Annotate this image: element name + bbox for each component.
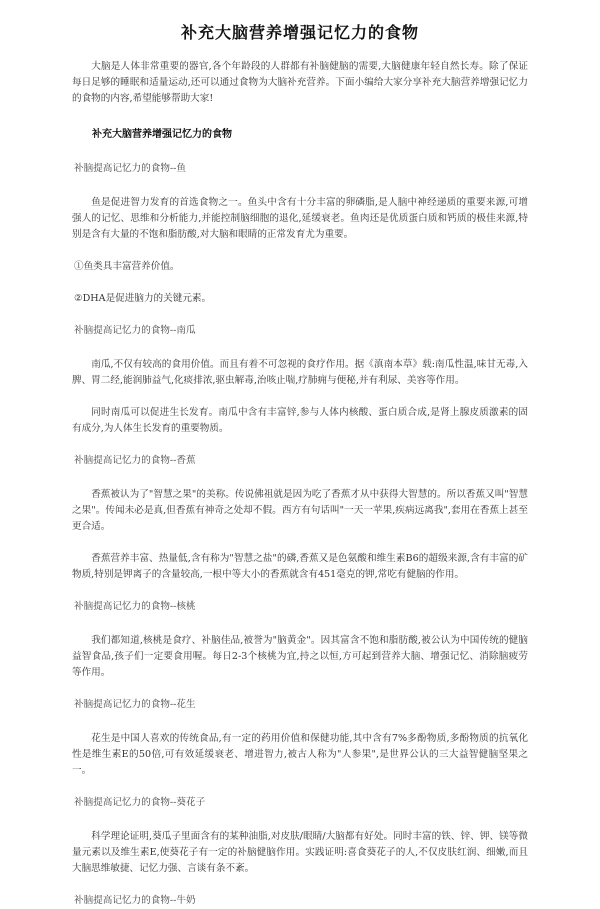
subheading-banana: 补脑提高记忆力的食物--香蕉 (74, 455, 196, 466)
point-fish-2: ②DHA是促进脑力的关键元素。 (74, 293, 212, 304)
subheading-pumpkin: 补脑提高记忆力的食物--南瓜 (74, 325, 196, 336)
paragraph-pumpkin-2: 同时南瓜可以促进生长发育。南瓜中含有丰富锌,参与人体内核酸、蛋白质合成,是肾上腺皮质激素的固有成分,为人体生长发育的重要物质。 (72, 407, 528, 434)
subheading-peanut: 补脑提高记忆力的食物--花生 (74, 699, 196, 710)
paragraph-banana-2: 香蕉营养丰富、热量低,含有称为"智慧之盐"的磷,香蕉又是色氨酸和维生素B6的超级来源,含有丰富的矿物质,特别是钾离子的含量较高,一根中等大小的香蕉就含有451毫克的钾,常吃有健脑的作用。 (72, 553, 528, 580)
paragraph-pumpkin-1: 南瓜,不仅有较高的食用价值。而且有着不可忽视的食疗作用。据《滇南本草》载:南瓜性温,味甘无毒,入脾、胃二经,能润肺益气,化痰排浓,驱虫解毒,治咳止喘,疗肺痈与便秘,并有利尿、美容等作用。 (72, 359, 528, 386)
document-title: 补充大脑营养增强记忆力的食物 (180, 23, 419, 42)
paragraph-sunflower-seed: 科学理论证明,葵瓜子里面含有的某种油脂,对皮肤/眼睛/大脑都有好处。同时丰富的铁、锌、钾、镁等微量元素以及维生素E,使葵花子有一定的补脑健脑作用。实践证明:喜食葵花子的人,不仅皮肤红润、细嫩,而且大脑思维敏捷、记忆力强、言谈有条不紊。 (72, 831, 528, 874)
subheading-fish: 补脑提高记忆力的食物--鱼 (74, 163, 187, 174)
paragraph-fish: 鱼是促进智力发育的首选食物之一。鱼头中含有十分丰富的卵磷脂,是人脑中神经递质的重要来源,可增强人的记忆、思维和分析能力,并能控制脑细胞的退化,延缓衰老。鱼肉还是优质蛋白质和钙质的极佳来源,特别是含有大量的不饱和脂肪酸,对大脑和眼睛的正常发育尤为重要。 (72, 197, 528, 240)
point-fish-1: ①鱼类具丰富营养价值。 (74, 261, 180, 272)
subheading-milk: 补脑提高记忆力的食物--牛奶 (74, 895, 196, 906)
paragraph-walnut: 我们都知道,核桃是食疗、补脑佳品,被誉为"脑黄金"。因其富含不饱和脂肪酸,被公认为中国传统的健脑益智食品,孩子们一定要食用喔。每日2-3个核桃为宜,持之以恒,方可起到营养大脑、增强记忆、消除脑疲劳等作用。 (72, 635, 528, 678)
paragraph-banana-1: 香蕉被认为了"智慧之果"的美称。传说佛祖就是因为吃了香蕉才从中获得大智慧的。所以香蕉又叫"智慧之果"。传闻未必是真,但香蕉有神奇之处却不假。西方有句话叫"一天一苹果,疾病远离我",套用在香蕉上甚至更合适。 (72, 489, 528, 532)
subheading-sunflower-seed: 补脑提高记忆力的食物--葵花子 (74, 797, 206, 808)
paragraph-peanut: 花生是中国人喜欢的传统食品,有一定的药用价值和保健功能,其中含有7%多酚物质,多酚物质的抗氧化性是维生素E的50倍,可有效延缓衰老、增进智力,被古人称为"人参果",是世界公认的三大益智健脑坚果之一。 (72, 733, 528, 776)
subheading-walnut: 补脑提高记忆力的食物--核桃 (74, 601, 196, 612)
section-title: 补充大脑营养增强记忆力的食物 (92, 129, 232, 140)
intro-paragraph: 大脑是人体非常重要的器官,各个年龄段的人群都有补脑健脑的需要,大脑健康年轻自然长寿。除了保证每日足够的睡眠和适量运动,还可以通过食物为大脑补充营养。下面小编给大家分享补充大脑营养增强记忆力的食物的内容,希望能够帮助大家! (72, 61, 528, 104)
